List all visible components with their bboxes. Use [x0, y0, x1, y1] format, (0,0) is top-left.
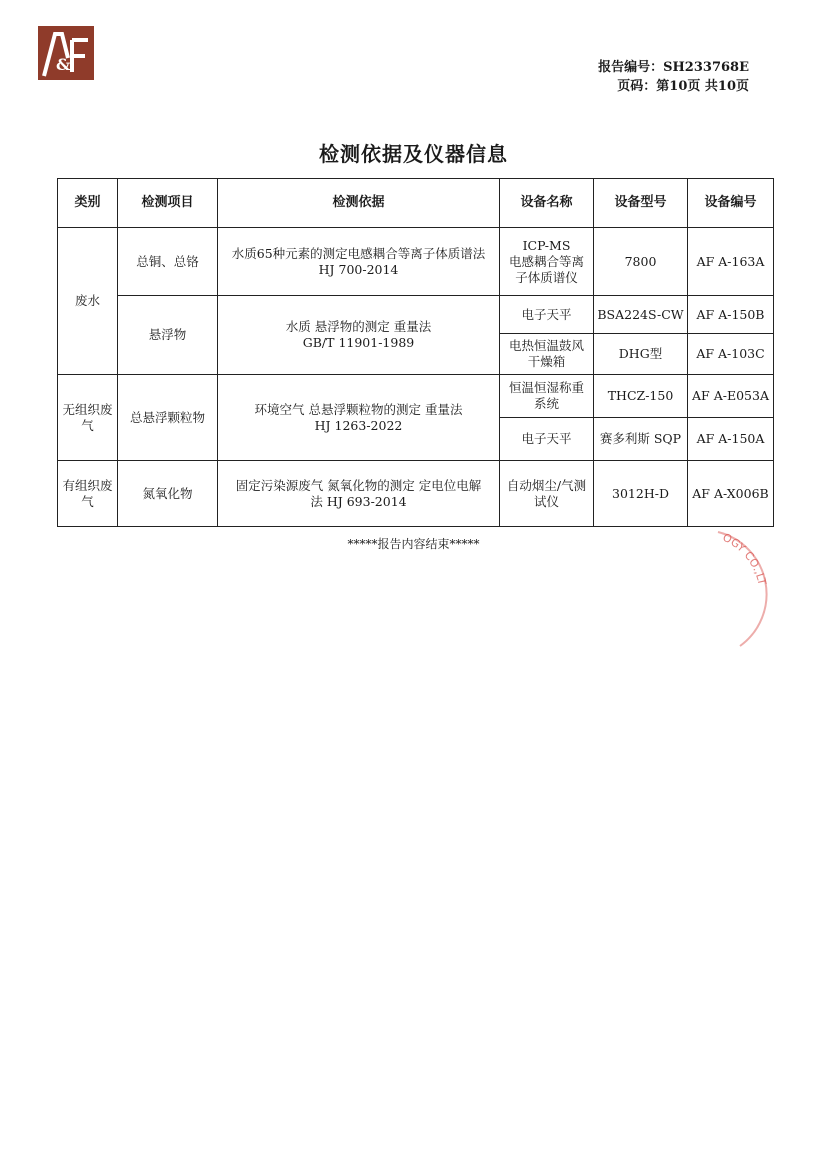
equipment-model-cell: THCZ-150 [594, 375, 688, 418]
equipment-model-cell: 3012H-D [594, 461, 688, 527]
basis-line: GB/T 11901-1989 [302, 335, 415, 350]
svg-text:OGY CO.,LT [721, 531, 769, 587]
equipment-name-cell: 恒温恒湿称重系统 [500, 375, 594, 418]
equipment-code-cell: AF A-163A [688, 228, 774, 296]
table-header-row [58, 179, 774, 228]
table-row [58, 375, 774, 418]
basis-line: HJ 1263-2022 [314, 417, 403, 433]
equipment-model-cell: 赛多利斯 SQP [594, 418, 688, 461]
table-row [58, 296, 774, 334]
equipment-model-cell: DHG型 [594, 334, 688, 375]
basis-cell [218, 228, 500, 296]
end-of-report: *****报告内容结束***** [347, 537, 480, 551]
basis-line: HJ 700-2014 [318, 261, 399, 277]
table-row [58, 461, 774, 527]
header-equipment-model: 设备型号 [594, 179, 688, 228]
report-info [598, 58, 749, 96]
equipment-name-cell: 电热恒温鼓风干燥箱 [500, 334, 594, 375]
equipment-table [57, 178, 774, 527]
category-cell: 无组织废气 [58, 375, 118, 461]
item-cell: 总悬浮颗粒物 [118, 375, 218, 461]
equipment-code-cell: AF A-150A [688, 418, 774, 461]
equipment-name-cell: 电子天平 [500, 296, 594, 334]
item-cell: 悬浮物 [118, 296, 218, 375]
category-cell: 有组织废气 [58, 461, 118, 527]
basis-line: 环境空气 总悬浮颗粒物的测定 重量法 [254, 401, 463, 417]
header-item: 检测项目 [118, 179, 218, 228]
equipment-name-cell: 自动烟尘/气测试仪 [500, 461, 594, 527]
report-number: 报告编号：SH233768E [598, 60, 749, 75]
item-cell: 氮氧化物 [118, 461, 218, 527]
table-row [58, 228, 774, 296]
equipment-model-cell: 7800 [594, 228, 688, 296]
page-title: 检测依据及仪器信息 [319, 142, 508, 166]
svg-text:&: & [56, 55, 71, 74]
page-number: 页码：第10页 共10页 [617, 79, 749, 94]
equipment-code-cell: AF A-X006B [688, 461, 774, 527]
header-basis: 检测依据 [218, 179, 500, 228]
company-logo [38, 26, 94, 80]
equipment-code-cell: AF A-150B [688, 296, 774, 334]
header-equipment-code: 设备编号 [688, 179, 774, 228]
equipment-model-cell: BSA224S-CW [594, 296, 688, 334]
item-cell: 总铜、总铬 [118, 228, 218, 296]
basis-line: 水质65种元素的测定电感耦合等离子体质谱法 [231, 245, 486, 261]
equipment-code-cell: AF A-E053A [688, 375, 774, 418]
company-seal [712, 528, 792, 648]
basis-cell [218, 461, 500, 527]
equipment-name-cell: 电子天平 [500, 418, 594, 461]
equipment-code-cell: AF A-103C [688, 334, 774, 375]
header-category: 类别 [58, 179, 118, 228]
seal-text: OGY CO.,LT [720, 530, 769, 587]
basis-cell [218, 375, 500, 461]
header-equipment-name: 设备名称 [500, 179, 594, 228]
basis-line: 水质 悬浮物的测定 重量法 [285, 319, 432, 334]
basis-line: 固定污染源废气 氮氧化物的测定 定电位电解 [235, 477, 482, 493]
basis-line: 法 HJ 693-2014 [310, 493, 407, 509]
category-cell: 废水 [58, 228, 118, 375]
equipment-name-cell: ICP-MS 电感耦合等离子体质谱仪 [500, 228, 594, 296]
basis-cell [218, 296, 500, 375]
